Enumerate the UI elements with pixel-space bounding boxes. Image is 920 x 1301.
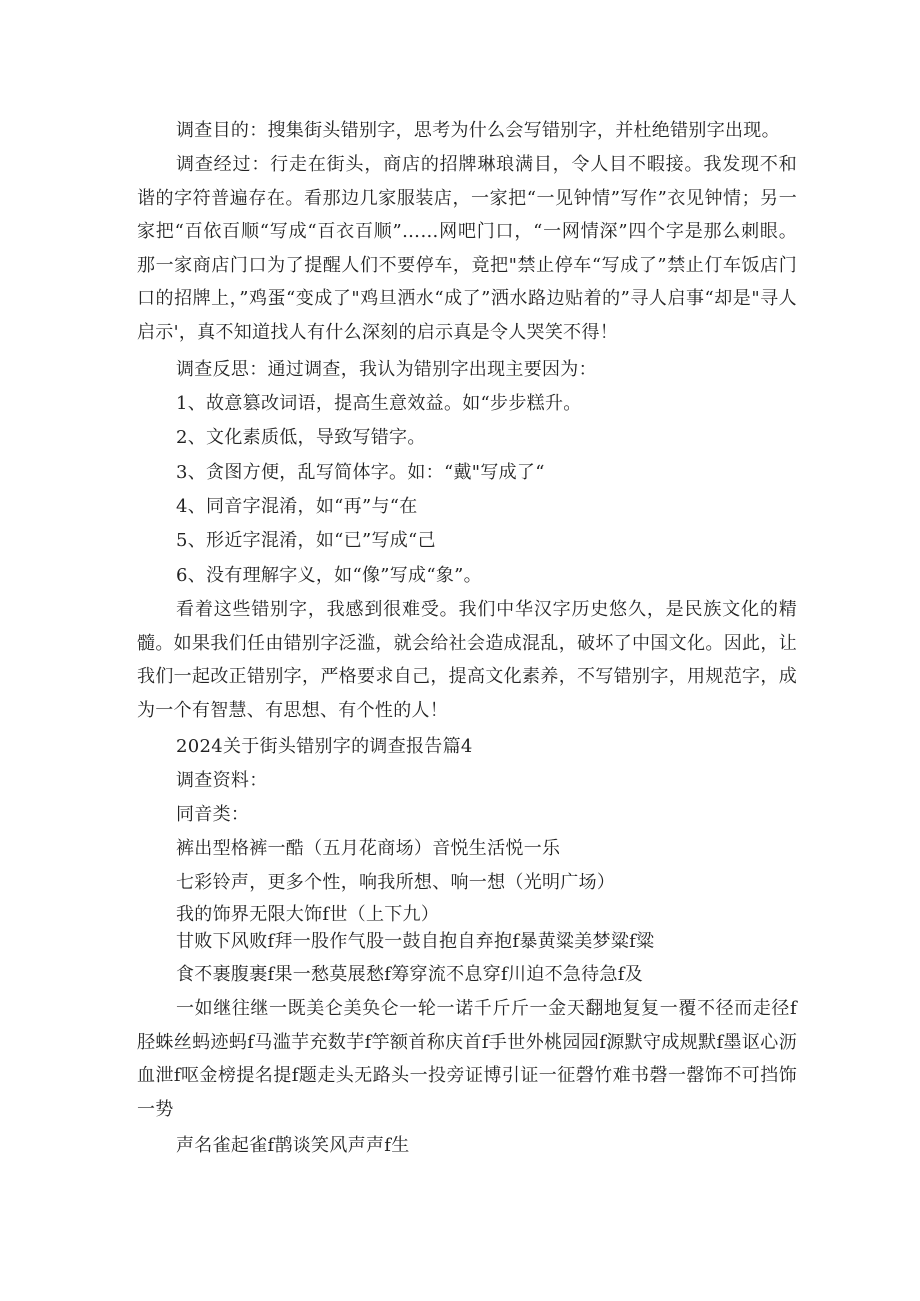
example-line-3: 我的饰界无限大饰f世（上下九） [176,904,440,925]
reason-item-6: 6、没有理解字义，如“像”写成“象”。 [176,565,482,586]
survey-process-paragraph: 调查经过：行走在街头，商店的招牌琳琅满目，令人目不暇接。我发现不和谐的字符普遍存在。看那边几家服装店，一家把“一见钟情”写作”衣见钟情；另一家把“百依百顺“写成“百衣百顺”……网吧门口，“一网情深”四个字是那么刺眼。那一家商店门口为了提醒人们不要停车，竟把"禁止停车“写成了”禁止仃车饭店门口的招牌上，”鸡蛋“变成了"鸡旦洒水“成了”洒水路边贴着的”寻人启事“却是"寻人启示'，真不知道找人有什么深刻的启示真是令人哭笑不得！ [137,154,797,343]
reason-item-5: 5、形近字混淆，如“已”写成“己 [176,530,436,551]
last-example-line: 声名雀起雀f鹊谈笑风声声f生 [176,1135,410,1156]
reason-item-1: 1、故意篡改词语，提高生意效益。如“步步糕升。 [176,393,582,414]
example-line-1: 裤出型格裤一酷（五月花商场）音悦生活悦一乐 [176,838,561,859]
materials-label: 调查资料： [176,770,268,791]
section-title: 2024关于街头错别字的调查报告篇4 [176,736,473,757]
reflection-heading: 调查反思：通过调查，我认为错别字出现主要因为： [176,359,597,380]
example-line-4: 甘败下风败f拜一股作气股一鼓自抱自弃抱f暴黄粱美梦粱f粱 [176,931,655,952]
reason-item-2: 2、文化素质低，导致写错字。 [176,427,426,448]
conclusion-paragraph: 看着这些错别字，我感到很难受。我们中华汉字历史悠久，是民族文化的精髓。如果我们任由错别字泛滥，就会给社会造成混乱，破坏了中国文化。因此，让我们一起改正错别字，严格要求自己，提高文化素养，不写错别字，用规范字，成为一个有智慧、有思想、有个性的人！ [137,599,797,721]
homophone-label: 同音类： [176,804,250,825]
survey-purpose-paragraph: 调查目的：搜集街头错别字，思考为什么会写错别字，并杜绝错别字出现。 [176,120,780,141]
long-word-list-paragraph: 一如继往继一既美仑美奂仑一轮一诺千斤斤一金天翻地复复一覆不径而走径f胫蛛丝蚂迹蚂f马滥芋充数芋f竽额首称庆首f手世外桃园园f源默守成规默f墨讴心沥血泄f呕金榜提名提f题走头无路头一投旁证博引证一征磬竹难书磬一罄饰不可挡饰一势 [137,998,797,1120]
reason-item-3: 3、贪图方便，乱写简体字。如：“戴"写成了“ [176,462,545,483]
reason-item-4: 4、同音字混淆，如“再”与“在 [176,496,418,517]
example-line-5: 食不裹腹裹f果一愁莫展愁f筹穿流不息穿f川迫不急待急f及 [176,964,644,985]
example-line-2: 七彩铃声，更多个性，响我所想、响一想（光明广场） [176,872,616,893]
